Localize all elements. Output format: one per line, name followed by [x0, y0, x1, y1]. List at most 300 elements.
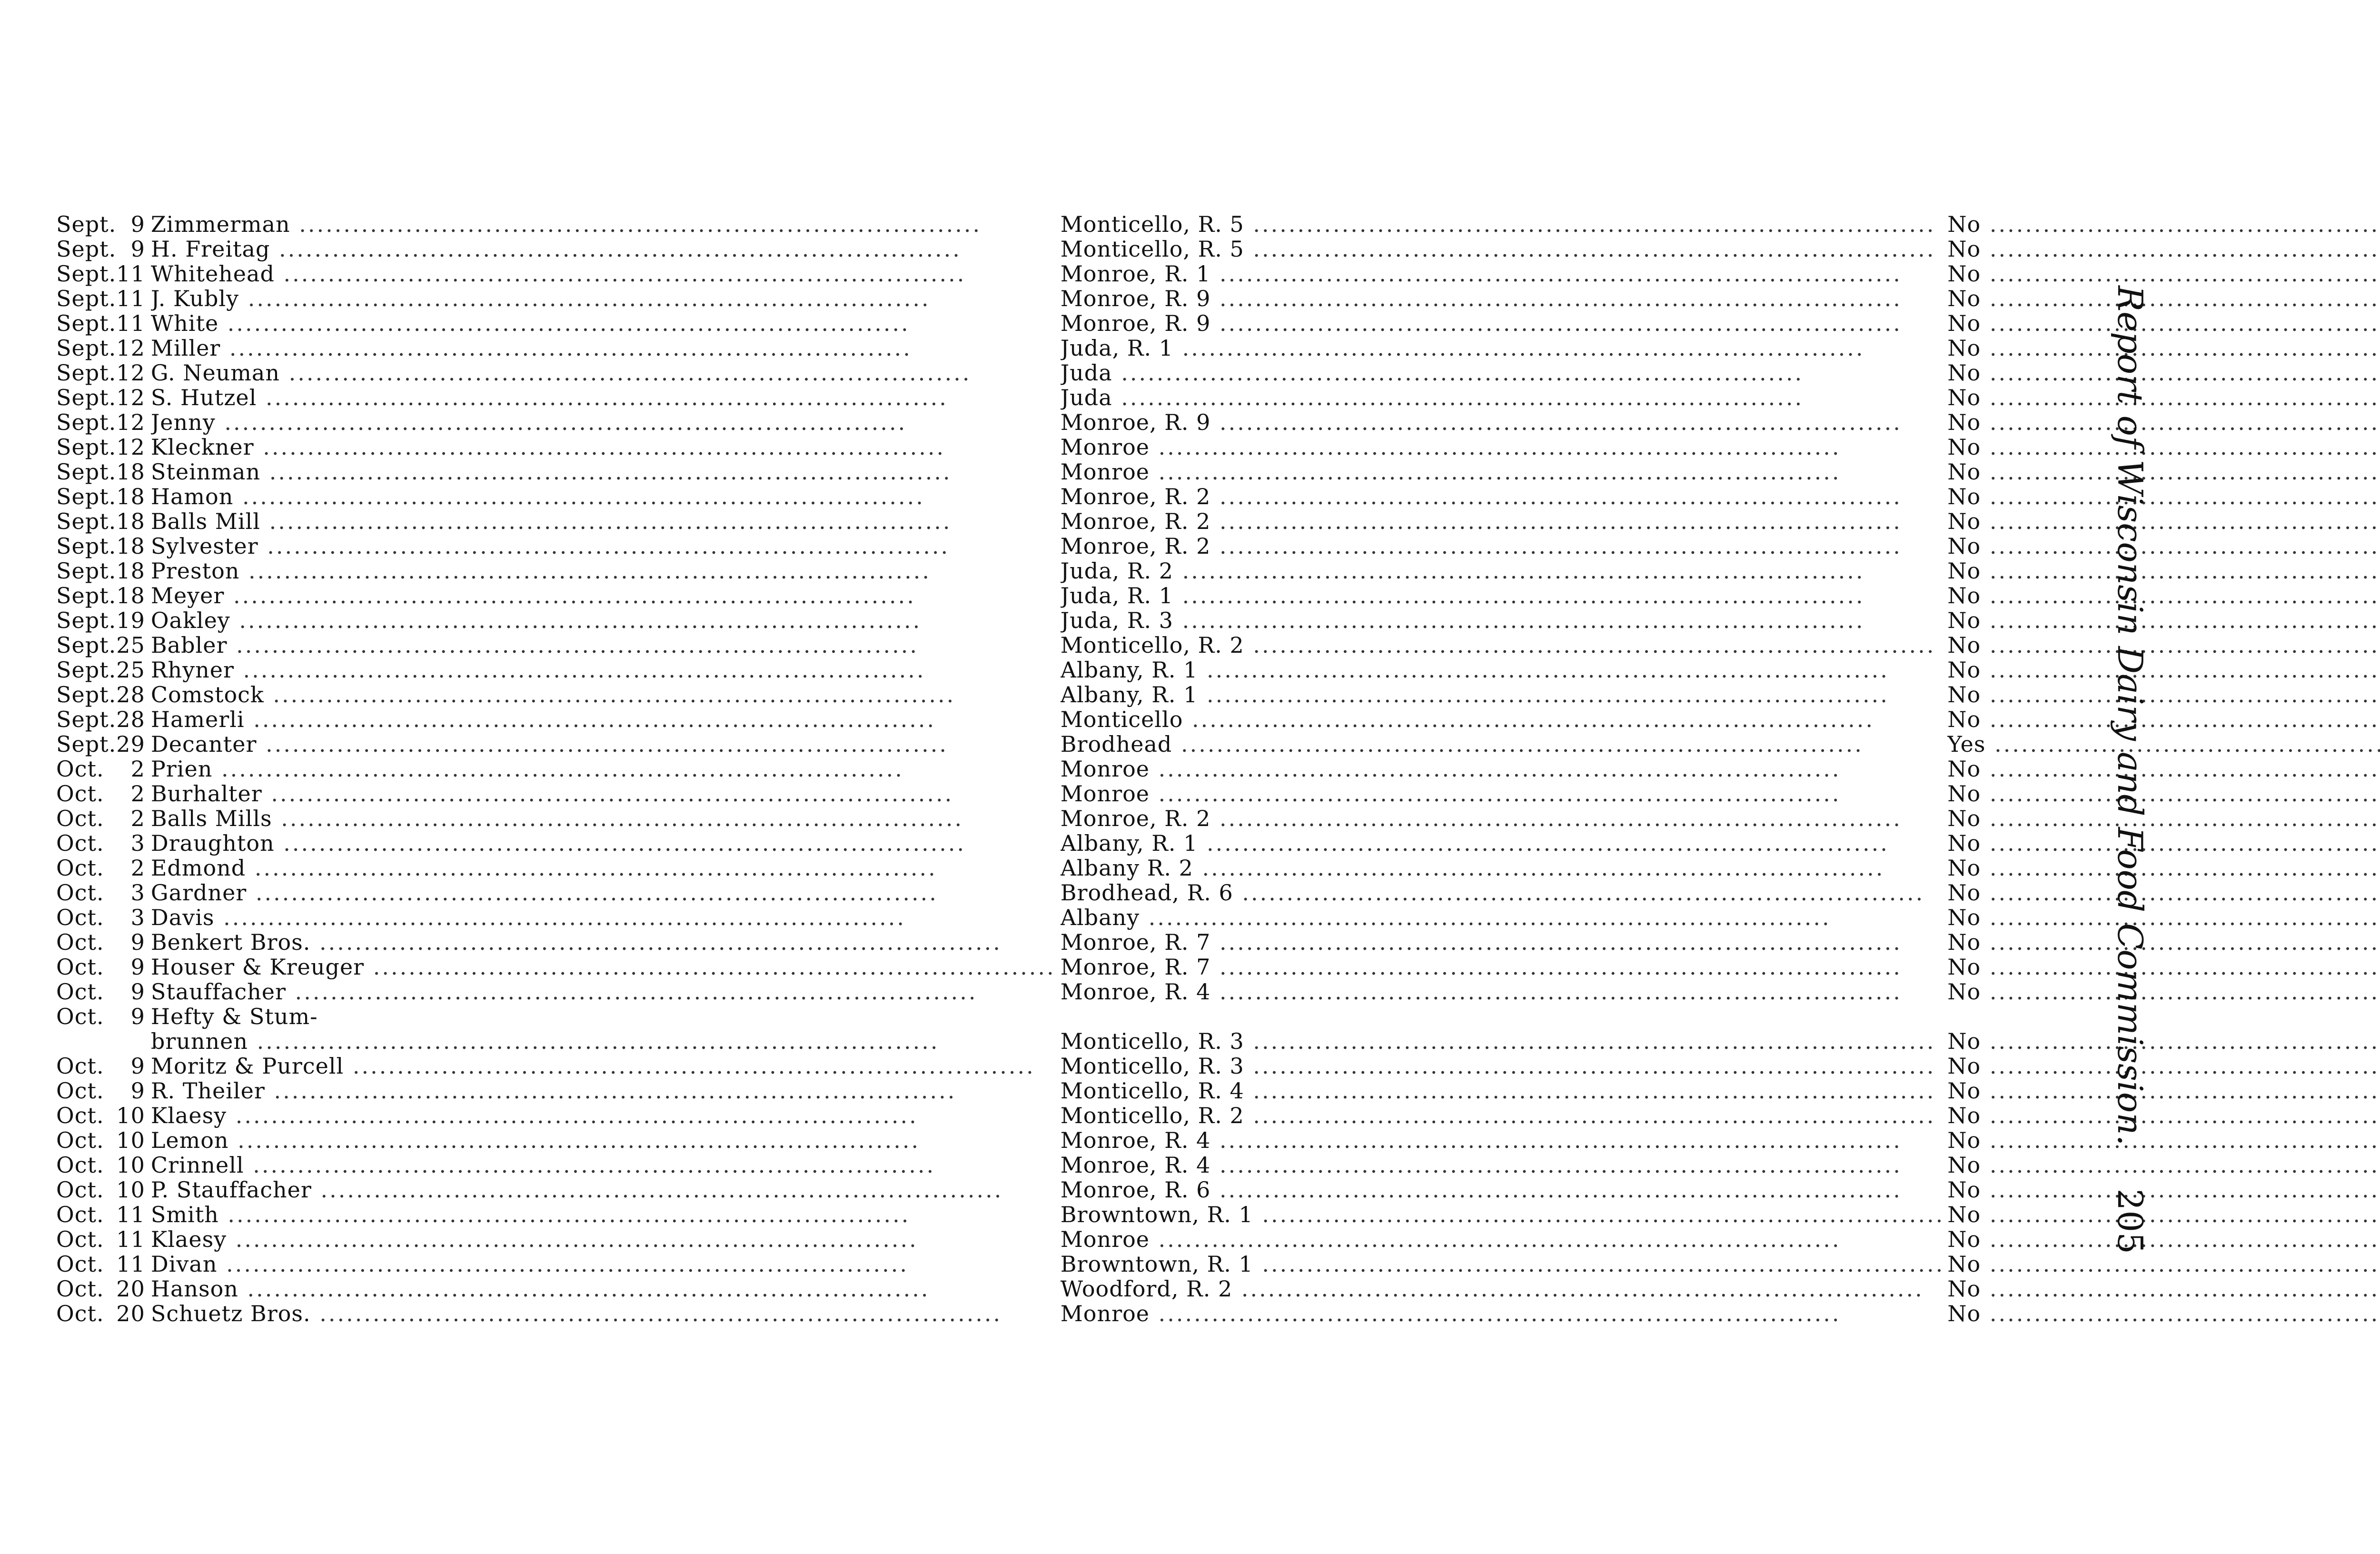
- table-row: [56, 484, 2380, 509]
- cell-name: Divan .....: [149, 1252, 1056, 1276]
- cell-col-1: [1944, 1004, 2380, 1029]
- table-row: [56, 1252, 2380, 1276]
- table-row: [56, 1153, 2380, 1177]
- dot-leader: [364, 955, 1056, 979]
- cell-col-1: No .....: [1944, 286, 2380, 311]
- table-row: [56, 336, 2380, 360]
- cell-month: Sept.: [56, 435, 117, 459]
- dot-leader: [1193, 856, 1885, 880]
- cell-month: Oct.: [56, 1054, 104, 1078]
- cell-day: 9: [130, 1004, 145, 1029]
- dot-leader: [234, 657, 926, 682]
- cell-col-1: No .....: [1944, 1128, 2380, 1153]
- cell-name: Hefty & Stum-: [150, 1004, 318, 1029]
- cell-name: Klaesy .....: [149, 1103, 1056, 1128]
- cell-post-office: Albany, R. 1 .....: [1056, 682, 1945, 707]
- cell-name: Sylvester .....: [149, 534, 1056, 558]
- dot-leader: [1172, 732, 1864, 757]
- cell-name: Lemon .....: [149, 1128, 1056, 1153]
- cell-name: Rhyner .....: [149, 657, 1056, 682]
- dot-leader: [1981, 212, 2380, 237]
- table-row: [56, 856, 2380, 880]
- cell-month: Sept.: [56, 732, 117, 757]
- cell-post-office: Monroe, R. 9 .....: [1056, 286, 1945, 311]
- cell-col-1: No .....: [1944, 534, 2380, 558]
- cell-col-1: No .....: [1944, 1153, 2380, 1177]
- cell-post-office: Albany, R. 1 .....: [1056, 657, 1945, 682]
- inspection-table: [56, 212, 2380, 1326]
- cell-col-1: No .....: [1944, 509, 2380, 534]
- cell-day: 9: [130, 930, 145, 955]
- dot-leader: [1985, 732, 2380, 757]
- dot-leader: [1253, 1252, 1945, 1276]
- dot-leader: [1173, 558, 1865, 583]
- cell-day: 12: [116, 385, 145, 410]
- cell-month: Oct.: [56, 757, 104, 781]
- dot-leader: [264, 682, 956, 707]
- dot-leader: [1244, 1054, 1936, 1078]
- cell-post-office: Monroe .....: [1056, 435, 1945, 459]
- dot-leader: [344, 1054, 1035, 1078]
- cell-name: Benkert Bros. .....: [149, 930, 1056, 955]
- cell-post-office: Juda .....: [1056, 360, 1945, 385]
- table-row: [56, 459, 2380, 484]
- cell-month: Sept.: [56, 484, 117, 509]
- dot-leader: [227, 1227, 918, 1252]
- page-number: 205: [2110, 1188, 2150, 1254]
- cell-col-1: No .....: [1944, 979, 2380, 1004]
- cell-post-office: Monroe .....: [1056, 1301, 1945, 1326]
- cell-col-1: No .....: [1944, 212, 2380, 237]
- cell-col-1: No .....: [1944, 558, 2380, 583]
- cell-day: 9: [130, 979, 145, 1004]
- cell-day: 29: [116, 732, 145, 757]
- cell-post-office: Monticello, R. 2 .....: [1056, 633, 1945, 657]
- dot-leader: [1981, 831, 2380, 856]
- cell-col-1: No .....: [1944, 1227, 2380, 1252]
- dot-leader: [1210, 261, 1902, 286]
- dot-leader: [1981, 261, 2380, 286]
- table-row: [56, 385, 2380, 410]
- dot-leader: [1210, 806, 1902, 831]
- dot-leader: [1981, 459, 2380, 484]
- dot-leader: [1981, 657, 2380, 682]
- dot-leader: [1140, 905, 1831, 930]
- table-row: [56, 1227, 2380, 1252]
- table-row: [56, 237, 2380, 261]
- cell-day: 9: [130, 212, 145, 237]
- cell-post-office: Monroe, R. 7 .....: [1056, 930, 1945, 955]
- cell-col-1: No .....: [1944, 880, 2380, 905]
- dot-leader: [1981, 1276, 2380, 1301]
- dot-leader: [1112, 385, 1804, 410]
- cell-col-1: No .....: [1944, 385, 2380, 410]
- table-row: [56, 880, 2380, 905]
- dot-leader: [238, 1276, 930, 1301]
- cell-col-1: No .....: [1944, 583, 2380, 608]
- cell-post-office: Juda, R. 2 .....: [1056, 558, 1945, 583]
- cell-day: 11: [116, 1227, 145, 1252]
- cell-col-1: No .....: [1944, 856, 2380, 880]
- cell-month: Sept.: [56, 311, 117, 336]
- cell-post-office: Monroe, R. 9 .....: [1056, 410, 1945, 435]
- cell-month: Oct.: [56, 979, 104, 1004]
- cell-col-1: No .....: [1944, 657, 2380, 682]
- dot-leader: [1253, 1202, 1945, 1227]
- dot-leader: [247, 880, 938, 905]
- cell-month: Oct.: [56, 1103, 104, 1128]
- cell-day: 28: [116, 682, 145, 707]
- cell-col-1: No .....: [1944, 1301, 2380, 1326]
- dot-leader: [275, 261, 966, 286]
- table-row: [56, 1103, 2380, 1128]
- cell-name: Jenny .....: [149, 410, 1056, 435]
- cell-col-1: No .....: [1944, 237, 2380, 261]
- dot-leader: [1981, 1202, 2380, 1227]
- dot-leader: [216, 410, 907, 435]
- dot-leader: [1150, 459, 1841, 484]
- dot-leader: [1210, 1177, 1902, 1202]
- dot-leader: [1981, 905, 2380, 930]
- cell-day: 11: [116, 1202, 145, 1227]
- cell-name: Davis .....: [149, 905, 1056, 930]
- cell-post-office: Albany R. 2 .....: [1056, 856, 1945, 880]
- cell-name: P. Stauffacher .....: [149, 1177, 1056, 1202]
- cell-col-1: No .....: [1944, 1202, 2380, 1227]
- dot-leader: [1981, 757, 2380, 781]
- dot-leader: [220, 336, 912, 360]
- dot-leader: [260, 459, 952, 484]
- cell-col-1: No .....: [1944, 1054, 2380, 1078]
- dot-leader: [1150, 781, 1841, 806]
- cell-post-office: Monroe .....: [1056, 1227, 1945, 1252]
- cell-post-office: Monticello, R. 2 .....: [1056, 1103, 1945, 1128]
- cell-name: Hanson .....: [149, 1276, 1056, 1301]
- cell-col-1: No .....: [1944, 1103, 2380, 1128]
- cell-day: 9: [130, 237, 145, 261]
- cell-month: Sept.: [56, 336, 117, 360]
- cell-post-office: Monticello, R. 3 .....: [1056, 1054, 1945, 1078]
- dot-leader: [1981, 1227, 2380, 1252]
- cell-col-1: No .....: [1944, 633, 2380, 657]
- table-row: [56, 633, 2380, 657]
- cell-post-office: Woodford, R. 2 .....: [1056, 1276, 1945, 1301]
- cell-month: Oct.: [56, 905, 104, 930]
- table-row: [56, 410, 2380, 435]
- cell-post-office: Monroe, R. 2 .....: [1056, 484, 1945, 509]
- dot-leader: [219, 1202, 911, 1227]
- cell-col-1: No .....: [1944, 1252, 2380, 1276]
- dot-leader: [1981, 534, 2380, 558]
- cell-month: Oct.: [56, 1227, 104, 1252]
- cell-month: Oct.: [56, 781, 104, 806]
- cell-name: Meyer .....: [149, 583, 1056, 608]
- cell-month: Sept.: [56, 707, 117, 732]
- cell-post-office: Monroe, R. 2 .....: [1056, 534, 1945, 558]
- cell-post-office: Juda, R. 1 .....: [1056, 583, 1945, 608]
- cell-month: Sept.: [56, 682, 117, 707]
- dot-leader: [254, 435, 946, 459]
- cell-post-office: Juda, R. 1 .....: [1056, 336, 1945, 360]
- dot-leader: [310, 930, 1002, 955]
- dot-leader: [1981, 237, 2380, 261]
- dot-leader: [227, 1103, 918, 1128]
- dot-leader: [1233, 880, 1925, 905]
- cell-post-office: Brodhead .....: [1056, 732, 1945, 757]
- table-row: [56, 311, 2380, 336]
- dot-leader: [1210, 1128, 1902, 1153]
- cell-name: Miller .....: [149, 336, 1056, 360]
- cell-day: 2: [130, 856, 145, 880]
- cell-month: Oct.: [56, 831, 104, 856]
- table-row: [56, 707, 2380, 732]
- cell-name: Zimmerman .....: [149, 212, 1056, 237]
- dot-leader: [230, 608, 922, 633]
- dot-leader: [233, 484, 925, 509]
- cell-month: Sept.: [56, 410, 117, 435]
- table-row: [56, 1276, 2380, 1301]
- cell-day: 12: [116, 435, 145, 459]
- dot-leader: [1150, 1301, 1841, 1326]
- cell-month: Sept.: [56, 633, 117, 657]
- cell-col-1: No .....: [1944, 905, 2380, 930]
- dot-leader: [1210, 930, 1902, 955]
- cell-day: 11: [116, 286, 145, 311]
- cell-name: Moritz & Purcell .....: [149, 1054, 1056, 1078]
- cell-day: 10: [116, 1177, 145, 1202]
- cell-day: 10: [116, 1128, 145, 1153]
- cell-col-1: No .....: [1944, 1029, 2380, 1054]
- cell-name: Smith .....: [149, 1202, 1056, 1227]
- cell-name: Stauffacher .....: [149, 979, 1056, 1004]
- table-row: [56, 1054, 2380, 1078]
- dot-leader: [1981, 1153, 2380, 1177]
- cell-col-1: No .....: [1944, 459, 2380, 484]
- dot-leader: [214, 905, 906, 930]
- cell-name: Decanter .....: [149, 732, 1056, 757]
- dot-leader: [1112, 360, 1804, 385]
- table-row: [56, 212, 2380, 237]
- dot-leader: [257, 385, 948, 410]
- dot-leader: [239, 286, 931, 311]
- table-row: [56, 286, 2380, 311]
- cell-post-office: Juda, R. 3 .....: [1056, 608, 1945, 633]
- cell-col-1: No .....: [1944, 831, 2380, 856]
- cell-name: Hamerli .....: [149, 707, 1056, 732]
- cell-post-office: Monroe .....: [1056, 757, 1945, 781]
- cell-month: Sept.: [56, 558, 117, 583]
- dot-leader: [1981, 880, 2380, 905]
- cell-day: 11: [116, 1252, 145, 1276]
- cell-month: Oct.: [56, 1252, 104, 1276]
- dot-leader: [1981, 1128, 2380, 1153]
- cell-name: Burhalter .....: [149, 781, 1056, 806]
- cell-month: Oct.: [56, 1202, 104, 1227]
- cell-day: 25: [116, 657, 145, 682]
- cell-month: Oct.: [56, 1128, 104, 1153]
- dot-leader: [1244, 1103, 1936, 1128]
- table-row: [56, 583, 2380, 608]
- dot-leader: [218, 311, 910, 336]
- cell-name: Preston .....: [149, 558, 1056, 583]
- cell-col-1: No .....: [1944, 410, 2380, 435]
- cell-name: J. Kubly .....: [149, 286, 1056, 311]
- cell-day: 10: [116, 1103, 145, 1128]
- cell-day: 11: [116, 261, 145, 286]
- cell-day: 12: [116, 360, 145, 385]
- dot-leader: [1981, 1078, 2380, 1103]
- dot-leader: [1981, 781, 2380, 806]
- table-row: [56, 979, 2380, 1004]
- dot-leader: [245, 707, 936, 732]
- table-row: [56, 955, 2380, 979]
- dot-leader: [1981, 707, 2380, 732]
- dot-leader: [1198, 831, 1889, 856]
- dot-leader: [224, 583, 916, 608]
- cell-post-office: Monticello, R. 3 .....: [1056, 1029, 1945, 1054]
- cell-col-1: No .....: [1944, 336, 2380, 360]
- dot-leader: [1981, 410, 2380, 435]
- cell-month: Oct.: [56, 806, 104, 831]
- dot-leader: [248, 1029, 940, 1054]
- dot-leader: [1210, 286, 1902, 311]
- cell-day: 9: [130, 1078, 145, 1103]
- cell-name: Oakley .....: [149, 608, 1056, 633]
- dot-leader: [1173, 608, 1865, 633]
- cell-name: Klaesy .....: [149, 1227, 1056, 1252]
- cell-day: 20: [116, 1301, 145, 1326]
- table-row: [56, 360, 2380, 385]
- cell-post-office: Monroe, R. 9 .....: [1056, 311, 1945, 336]
- cell-month: Sept.: [56, 286, 117, 311]
- cell-day: [116, 1029, 149, 1054]
- cell-name: Steinman .....: [149, 459, 1056, 484]
- cell-day: 18: [116, 484, 145, 509]
- table-row: [56, 1301, 2380, 1326]
- dot-leader: [265, 1078, 957, 1103]
- table-row: [56, 831, 2380, 856]
- dot-leader: [1244, 237, 1936, 261]
- cell-post-office: Monroe, R. 6 .....: [1056, 1177, 1945, 1202]
- cell-month: Sept.: [56, 509, 117, 534]
- cell-col-1: No .....: [1944, 360, 2380, 385]
- cell-name: G. Neuman .....: [149, 360, 1056, 385]
- cell-day: 9: [130, 955, 145, 979]
- cell-month: Oct.: [56, 930, 104, 955]
- cell-col-1: No .....: [1944, 930, 2380, 955]
- cell-day: 11: [116, 311, 145, 336]
- cell-month: Oct.: [56, 1078, 104, 1103]
- cell-month: Sept.: [56, 608, 117, 633]
- cell-post-office: Browntown, R. 1 .....: [1056, 1202, 1945, 1227]
- dot-leader: [1981, 608, 2380, 633]
- dot-leader: [1981, 360, 2380, 385]
- dot-leader: [1210, 410, 1902, 435]
- cell-day: 28: [116, 707, 145, 732]
- cell-name: Prien .....: [149, 757, 1056, 781]
- table-row: [56, 534, 2380, 558]
- cell-month: Oct.: [56, 1301, 104, 1326]
- cell-month: Sept.: [56, 459, 117, 484]
- cell-post-office: Monticello, R. 4 .....: [1056, 1078, 1945, 1103]
- cell-col-1: No .....: [1944, 682, 2380, 707]
- table-row: [56, 1202, 2380, 1227]
- cell-day: 3: [130, 880, 145, 905]
- dot-leader: [1150, 1227, 1841, 1252]
- cell-name: Edmond .....: [149, 856, 1056, 880]
- cell-name: Balls Mill .....: [149, 509, 1056, 534]
- table-row: [56, 930, 2380, 955]
- cell-name: Houser & Kreuger .....: [149, 955, 1056, 979]
- running-head-title: Report of Wisconsin Dairy and Food Commission.: [2110, 286, 2150, 1146]
- cell-col-1: No .....: [1944, 781, 2380, 806]
- cell-month: Oct.: [56, 1153, 104, 1177]
- dot-leader: [1244, 633, 1936, 657]
- cell-post-office: Monroe, R. 4 .....: [1056, 1128, 1945, 1153]
- cell-col-1: No .....: [1944, 1276, 2380, 1301]
- dot-leader: [1183, 707, 1874, 732]
- dot-leader: [1981, 583, 2380, 608]
- cell-month: [56, 1029, 116, 1054]
- cell-post-office: Monroe, R. 4 .....: [1056, 1153, 1945, 1177]
- cell-post-office: Monroe .....: [1056, 781, 1945, 806]
- dot-leader: [270, 237, 962, 261]
- cell-post-office: Albany, R. 1 .....: [1056, 831, 1945, 856]
- dot-leader: [246, 856, 937, 880]
- cell-col-1: Yes .....: [1944, 732, 2380, 757]
- table-row: [56, 1029, 2380, 1054]
- running-head: [2109, 286, 2152, 1362]
- dot-leader: [1198, 657, 1889, 682]
- cell-col-1: No .....: [1944, 311, 2380, 336]
- dot-leader: [1210, 509, 1902, 534]
- cell-name: Kleckner .....: [149, 435, 1056, 459]
- dot-leader: [1981, 682, 2380, 707]
- table-row: [56, 509, 2380, 534]
- cell-name: Crinnell .....: [149, 1153, 1056, 1177]
- dot-leader: [1981, 336, 2380, 360]
- cell-post-office: Monroe .....: [1056, 459, 1945, 484]
- cell-name: Gardner .....: [149, 880, 1056, 905]
- dot-leader: [1244, 1078, 1936, 1103]
- dot-leader: [311, 1301, 1002, 1326]
- table-row: [56, 1004, 2380, 1029]
- cell-name: Schuetz Bros. .....: [149, 1301, 1056, 1326]
- cell-month: Oct.: [56, 1276, 104, 1301]
- table-row: [56, 261, 2380, 286]
- dot-leader: [1150, 435, 1841, 459]
- cell-post-office: Monroe, R. 1 .....: [1056, 261, 1945, 286]
- cell-col-1: No .....: [1944, 1078, 2380, 1103]
- cell-month: Sept.: [56, 360, 117, 385]
- cell-name: Babler .....: [149, 633, 1056, 657]
- cell-post-office: Monticello .....: [1056, 707, 1945, 732]
- dot-leader: [1198, 682, 1889, 707]
- cell-name: Balls Mills .....: [149, 806, 1056, 831]
- dot-leader: [1981, 1103, 2380, 1128]
- dot-leader: [229, 1128, 921, 1153]
- dot-leader: [1981, 806, 2380, 831]
- table-row: [56, 781, 2380, 806]
- cell-name: brunnen .....: [149, 1029, 1056, 1054]
- cell-name: Comstock .....: [149, 682, 1056, 707]
- table-row: [56, 905, 2380, 930]
- dot-leader: [258, 534, 950, 558]
- cell-month: Sept.: [56, 534, 117, 558]
- dot-leader: [262, 781, 954, 806]
- dot-leader: [1981, 509, 2380, 534]
- dot-leader: [280, 360, 972, 385]
